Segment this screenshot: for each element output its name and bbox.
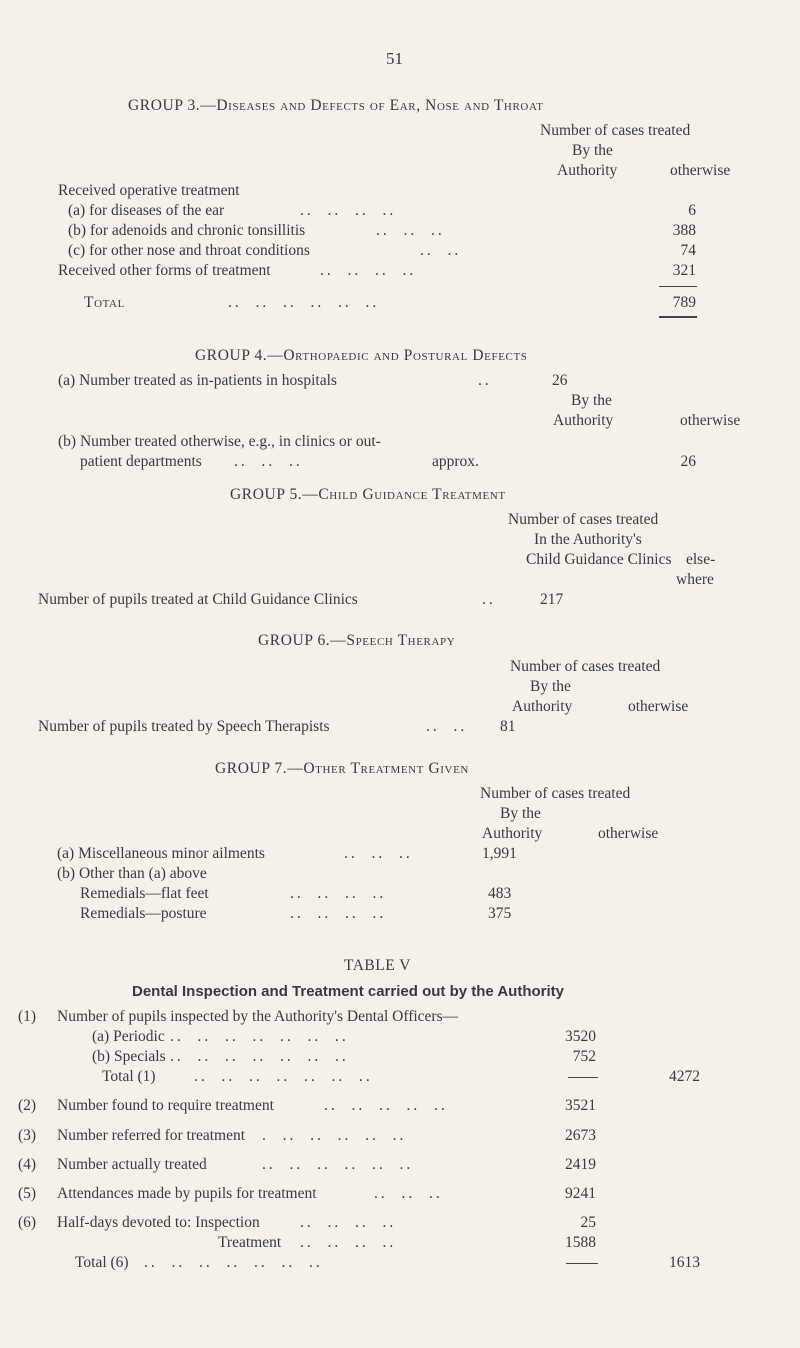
group7-row-b1-label: Remedials—flat feet: [80, 885, 209, 902]
table5-row-label: Number of pupils inspected by the Authority's Dental Officers—: [57, 1008, 459, 1025]
leader-dots: .. .. .. .. .. .. ..: [144, 1254, 323, 1271]
group4-header-col2: otherwise: [680, 412, 741, 429]
group3-header-line1: Number of cases treated: [540, 122, 691, 139]
group7-header-col2: otherwise: [598, 825, 659, 842]
group7-row-b-label: (b) Other than (a) above: [57, 865, 207, 882]
leader-dots: .. ..: [420, 242, 462, 259]
table5-row-number: (2): [18, 1097, 37, 1114]
rule: [659, 286, 697, 287]
group4-row-a-label: (a) Number treated as in-patients in hospitals: [58, 372, 337, 389]
table5-row-value: 9241: [565, 1185, 596, 1202]
table5-row-value: 3520: [565, 1028, 596, 1045]
group6-title: GROUP 6.—Speech Therapy: [258, 632, 456, 649]
table5-total-value: 1613: [669, 1254, 700, 1271]
group7-header-line1: Number of cases treated: [480, 785, 631, 802]
group7-header-col1: Authority: [482, 825, 543, 842]
leader-dots: .. .. ..: [234, 453, 303, 470]
group5-row-value: 217: [540, 591, 564, 608]
group3-row-value: 388: [672, 222, 696, 239]
group7-row-b2-label: Remedials—posture: [80, 905, 207, 922]
table5-row-number: (3): [18, 1127, 37, 1144]
group4-header-line1: By the: [571, 392, 612, 409]
table5-row-label: Attendances made by pupils for treatment: [57, 1185, 317, 1202]
leader-dots: ..: [478, 372, 492, 389]
leader-dots: .. .. .. .. .. ..: [262, 1156, 414, 1173]
leader-dots: .. .. .. ..: [300, 1214, 397, 1231]
group5-title: GROUP 5.—Child Guidance Treatment: [230, 486, 506, 503]
group3-row-value: 6: [688, 202, 696, 219]
group3-row-value: 321: [672, 262, 696, 279]
leader-dots: .. .. ..: [344, 845, 413, 862]
table5-row-value: 1588: [565, 1234, 596, 1251]
leader-dots: .. .. ..: [374, 1185, 443, 1202]
group4-title: GROUP 4.—Orthopaedic and Postural Defects: [195, 347, 528, 364]
group3-row-label: Received operative treatment: [58, 182, 240, 199]
table5-total-label: Total (6): [75, 1254, 129, 1271]
leader-dots: .. .. .. .. .. .. ..: [194, 1068, 373, 1085]
group3-total-label: Total: [84, 294, 125, 311]
leader-dots: .. .. .. ..: [320, 262, 417, 279]
group4-row-a-value: 26: [552, 372, 568, 389]
table5-subtitle: Dental Inspection and Treatment carried out by the Authority: [132, 983, 565, 1000]
leader-dots: .. ..: [426, 718, 468, 735]
group6-row-label: Number of pupils treated by Speech Therapists: [38, 718, 330, 735]
group7-row-a-value: 1,991: [482, 845, 517, 862]
leader-dots: .. .. .. .. .. .. ..: [170, 1048, 349, 1065]
table5-row-value: 752: [572, 1048, 596, 1065]
leader-dots: .. .. .. .. .. ..: [228, 294, 380, 311]
group5-header-where: where: [676, 571, 714, 588]
leader-dots: .. .. ..: [376, 222, 445, 239]
group3-row-label: Received other forms of treatment: [58, 262, 271, 279]
group5-header-line2: In the Authority's: [534, 531, 642, 548]
table5-row-value: 2673: [565, 1127, 596, 1144]
leader-dots: ..: [482, 591, 496, 608]
table5-row-value: 2419: [565, 1156, 596, 1173]
rule: [659, 316, 697, 318]
page-number: 51: [386, 49, 403, 68]
table5-title: TABLE V: [344, 957, 411, 974]
group7-header-line2: By the: [500, 805, 541, 822]
group4-header-col1: Authority: [553, 412, 614, 429]
group5-header-line3: Child Guidance Clinics: [526, 551, 672, 568]
rule: [568, 1077, 598, 1078]
group3-row-label: (c) for other nose and throat conditions: [68, 242, 310, 259]
table5-row-label: Number found to require treatment: [57, 1097, 274, 1114]
group3-header-col2: otherwise: [670, 162, 731, 179]
group6-header-line1: Number of cases treated: [510, 658, 661, 675]
group4-row-b-label: (b) Number treated otherwise, e.g., in clinics or out-: [58, 433, 381, 450]
group6-row-value: 81: [500, 718, 516, 735]
leader-dots: .. .. .. ..: [290, 885, 387, 902]
group6-header-col1: Authority: [512, 698, 573, 715]
group3-row-label: (a) for diseases of the ear: [68, 202, 225, 219]
group6-header-col2: otherwise: [628, 698, 689, 715]
group7-row-a-label: (a) Miscellaneous minor ailments: [57, 845, 265, 862]
table5-row-label: Treatment: [218, 1234, 282, 1251]
table5-row-value: 25: [580, 1214, 596, 1231]
group3-row-value: 74: [680, 242, 696, 259]
group3-row-label: (b) for adenoids and chronic tonsillitis: [68, 222, 306, 239]
group3-total-value: 789: [672, 294, 696, 311]
table5-total-value: 4272: [669, 1068, 700, 1085]
group7-title: GROUP 7.—Other Treatment Given: [215, 760, 469, 777]
table5-total-label: Total (1): [102, 1068, 156, 1085]
table5-row-label: (b) Specials: [92, 1048, 166, 1065]
table5-row-number: (6): [18, 1214, 37, 1231]
table5-row-label: (a) Periodic: [92, 1028, 165, 1045]
table5-row-number: (5): [18, 1185, 37, 1202]
leader-dots: .. .. .. .. ..: [324, 1097, 448, 1114]
group6-header-line2: By the: [530, 678, 571, 695]
table5-row-number: (1): [18, 1008, 37, 1025]
leader-dots: .. .. .. ..: [300, 1234, 397, 1251]
leader-dots: .. .. .. ..: [300, 202, 397, 219]
group5-row-label: Number of pupils treated at Child Guidance Clinics: [38, 591, 358, 608]
group3-title: GROUP 3.—Diseases and Defects of Ear, Nose and Throat: [128, 97, 544, 114]
group5-header-else: else-: [686, 551, 716, 568]
group5-header-line1: Number of cases treated: [508, 511, 659, 528]
table5-row-label: Number referred for treatment: [57, 1127, 246, 1144]
group4-row-b-approx: approx.: [432, 453, 479, 470]
group3-header-col1: Authority: [557, 162, 618, 179]
group7-row-b2-value: 375: [488, 905, 512, 922]
table5-row-value: 3521: [565, 1097, 596, 1114]
leader-dots: .. .. .. ..: [290, 905, 387, 922]
leader-dots: .. .. .. .. .. .. ..: [170, 1028, 349, 1045]
group7-row-b1-value: 483: [488, 885, 512, 902]
table5-row-label: Number actually treated: [57, 1156, 207, 1173]
group3-header-line2: By the: [572, 142, 613, 159]
rule: [566, 1263, 598, 1264]
leader-dots: . .. .. .. .. ..: [262, 1127, 407, 1144]
group4-row-b-label: patient departments: [80, 453, 202, 470]
table5-row-label: Half-days devoted to: Inspection: [57, 1214, 260, 1231]
table5-row-number: (4): [18, 1156, 37, 1173]
group4-row-b-value: 26: [680, 453, 696, 470]
